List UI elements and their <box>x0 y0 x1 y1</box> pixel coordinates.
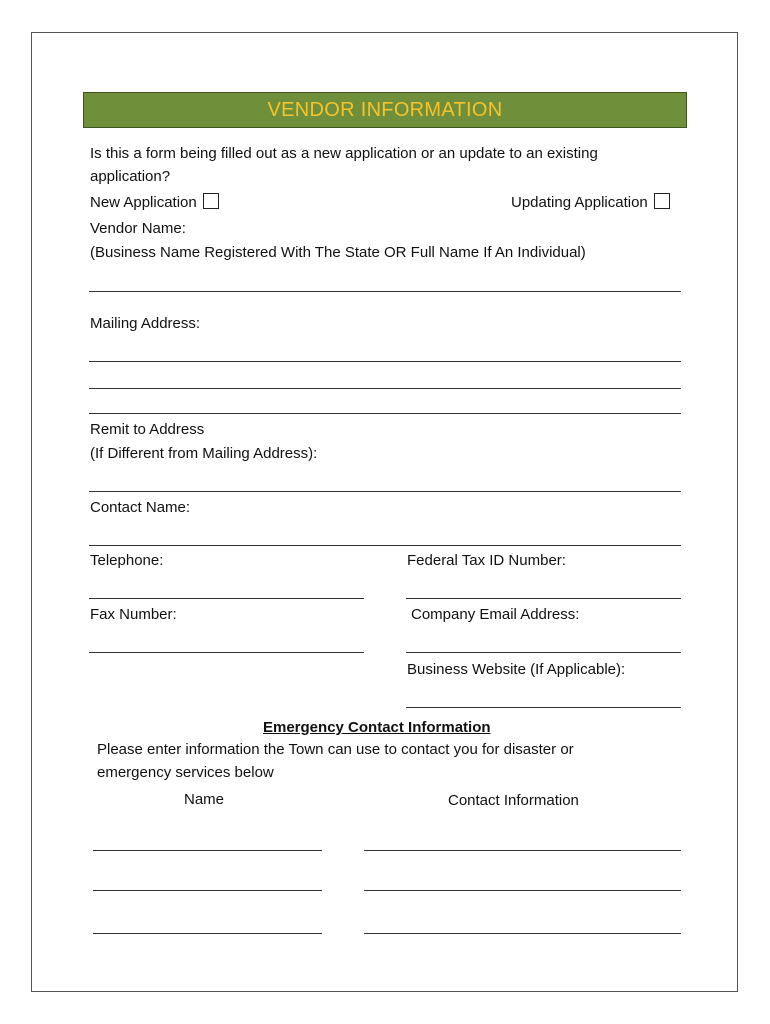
vendor-name-input-line[interactable] <box>89 291 681 292</box>
mailing-address-line-3[interactable] <box>89 413 681 414</box>
federal-tax-id-input-line[interactable] <box>406 598 681 599</box>
company-email-label: Company Email Address: <box>411 606 580 623</box>
new-application-checkbox[interactable] <box>203 193 219 209</box>
emergency-name-line-3[interactable] <box>93 933 322 934</box>
mailing-address-label: Mailing Address: <box>90 315 201 332</box>
emergency-contact-line-2[interactable] <box>364 890 681 891</box>
remit-to-label: Remit to Address <box>90 421 205 438</box>
remit-to-input-line[interactable] <box>89 491 681 492</box>
company-email-input-line[interactable] <box>406 652 681 653</box>
fax-number-label: Fax Number: <box>90 606 177 623</box>
new-application-label: New Application <box>90 194 197 211</box>
emergency-name-line-2[interactable] <box>93 890 322 891</box>
remit-to-note: (If Different from Mailing Address): <box>90 445 318 462</box>
telephone-input-line[interactable] <box>89 598 364 599</box>
emergency-contact-line-3[interactable] <box>364 933 681 934</box>
new-application-option <box>90 191 219 214</box>
column-header-contact: Contact Information <box>448 792 579 809</box>
updating-application-option <box>511 191 670 214</box>
mailing-address-line-2[interactable] <box>89 388 681 389</box>
vendor-name-note: (Business Name Registered With The State OR Full Name If An Individual) <box>90 244 586 261</box>
updating-application-checkbox[interactable] <box>654 193 670 209</box>
emergency-contact-line-1[interactable] <box>364 850 681 851</box>
application-type-question: Is this a form being filled out as a new application or an update to an existing application? <box>90 145 598 185</box>
section-title: VENDOR INFORMATION <box>267 98 503 121</box>
section-title-banner <box>83 92 687 128</box>
contact-name-label: Contact Name: <box>90 499 191 516</box>
business-website-label: Business Website (If Applicable): <box>407 661 626 678</box>
federal-tax-id-label: Federal Tax ID Number: <box>407 552 566 569</box>
vendor-name-label: Vendor Name: <box>90 220 186 237</box>
business-website-input-line[interactable] <box>406 707 681 708</box>
emergency-name-line-1[interactable] <box>93 850 322 851</box>
mailing-address-line-1[interactable] <box>89 361 681 362</box>
column-header-name: Name <box>184 791 225 808</box>
contact-name-input-line[interactable] <box>89 545 681 546</box>
updating-application-label: Updating Application <box>511 194 648 211</box>
emergency-contact-instructions: Please enter information the Town can use to contact you for disaster or emergency services below <box>97 741 574 781</box>
fax-number-input-line[interactable] <box>89 652 364 653</box>
emergency-contact-heading: Emergency Contact Information <box>263 719 491 736</box>
telephone-label: Telephone: <box>90 552 164 569</box>
